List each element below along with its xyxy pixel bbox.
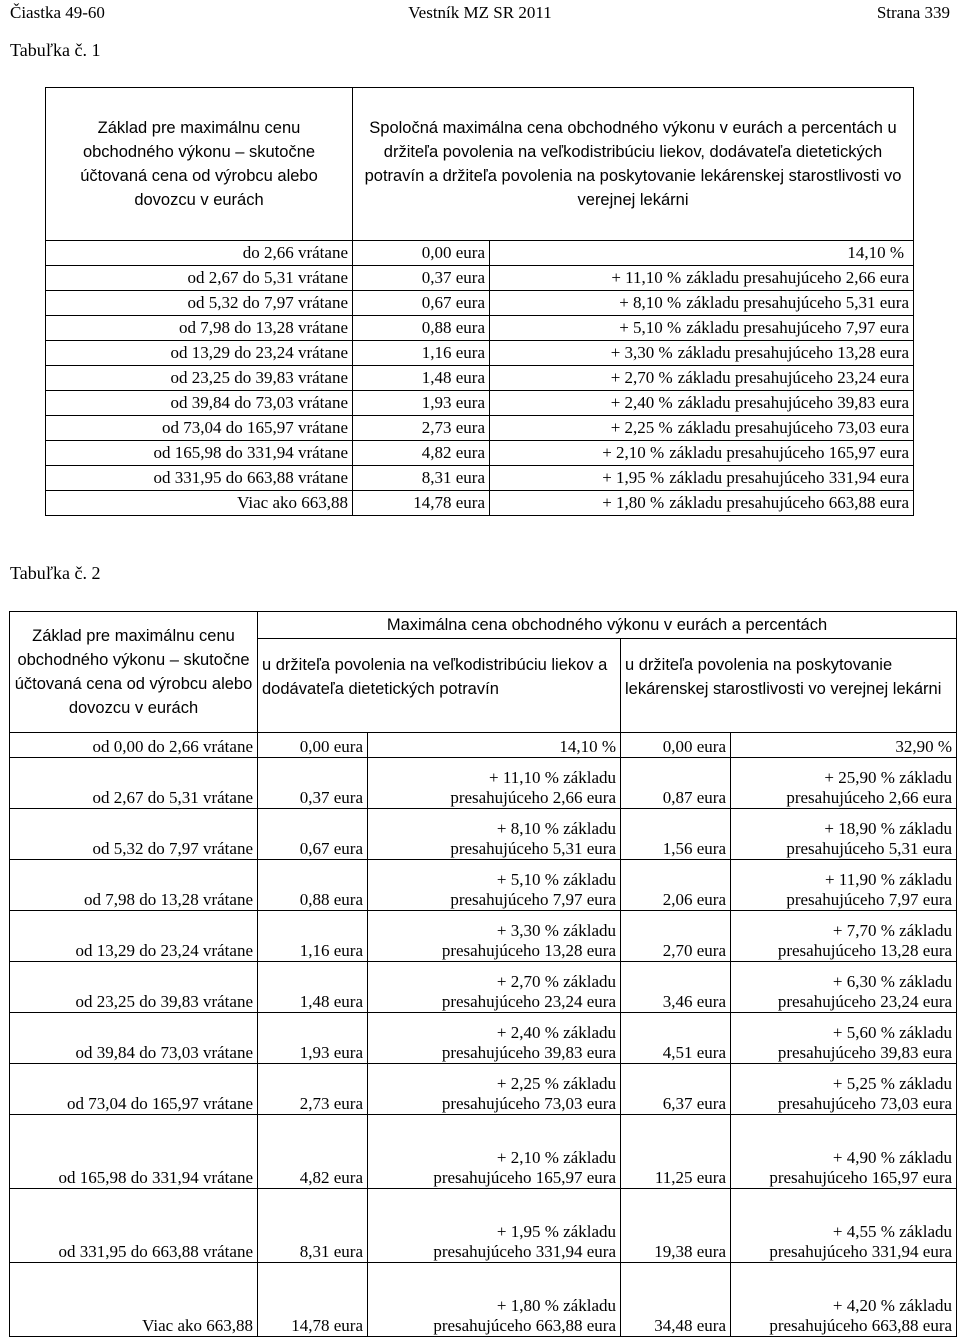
pharmacy-percentage-value: + 11,90 % základu: [825, 870, 953, 890]
range-cell: od 23,25 do 39,83 vrátane: [10, 962, 258, 1013]
table-row: [46, 266, 914, 291]
wholesale-percentage-base: presahujúceho 73,03 eura: [441, 1094, 616, 1114]
range-cell: od 0,00 do 2,66 vrátane: [10, 733, 258, 758]
range-cell: od 23,25 do 39,83 vrátane: [46, 366, 353, 391]
pharmacy-percentage-value: + 25,90 % základu: [824, 768, 953, 788]
wholesale-percentage-value: + 3,30 % základu: [496, 921, 616, 941]
table-header-row: [10, 612, 957, 639]
wholesale-percentage-base: presahujúceho 13,28 eura: [441, 941, 616, 961]
pharmacy-percentage-value: + 5,60 % základu: [832, 1023, 953, 1043]
percentage-base: základu presahujúceho 7,97 eura: [686, 318, 910, 338]
wholesale-percentage-value: + 1,80 % základu: [496, 1296, 616, 1316]
table-row: [10, 860, 957, 911]
pharmacy-percentage-cell: [731, 962, 957, 1013]
pharmacy-percentage-base: presahujúceho 7,97 eura: [786, 890, 953, 910]
table-row: [10, 1189, 957, 1263]
wholesale-percentage-base: presahujúceho 2,66 eura: [450, 788, 616, 808]
wholesale-percentage-value: + 5,10 % základu: [496, 870, 616, 890]
pharmacy-amount-cell: 4,51 eura: [621, 1013, 731, 1064]
wholesale-percentage-value: + 2,10 % základu: [496, 1148, 616, 1168]
pharmacy-percentage-cell: [731, 1064, 957, 1115]
range-cell: od 331,95 do 663,88 vrátane: [46, 466, 353, 491]
range-cell: od 39,84 do 73,03 vrátane: [10, 1013, 258, 1064]
table-row: [46, 341, 914, 366]
wholesale-percentage-value: 14,10 %: [559, 737, 616, 757]
table-row: [46, 416, 914, 441]
percentage-base: základu presahujúceho 331,94 eura: [669, 468, 910, 488]
pharmacy-percentage-cell: [731, 911, 957, 962]
wholesale-percentage-base: presahujúceho 663,88 eura: [433, 1316, 616, 1336]
pharmacy-percentage-value: 32,90 %: [895, 737, 953, 757]
percentage-base: základu presahujúceho 663,88 eura: [669, 493, 910, 513]
pharmacy-percentage-value: + 5,25 % základu: [832, 1074, 953, 1094]
wholesale-amount-cell: 8,31 eura: [258, 1189, 368, 1263]
table1-caption: Tabuľka č. 1: [10, 40, 101, 60]
wholesale-percentage-cell: [368, 1189, 621, 1263]
pharmacy-percentage-base: presahujúceho 5,31 eura: [786, 839, 953, 859]
percentage-cell: [490, 266, 914, 291]
table-row: [46, 441, 914, 466]
range-cell: od 39,84 do 73,03 vrátane: [46, 391, 353, 416]
wholesale-amount-cell: 1,48 eura: [258, 962, 368, 1013]
table-row: [10, 809, 957, 860]
amount-cell: 0,37 eura: [353, 266, 490, 291]
pharmacy-percentage-cell: [731, 1189, 957, 1263]
pharmacy-percentage-base: presahujúceho 663,88 eura: [769, 1316, 953, 1336]
pharmacy-percentage-base: presahujúceho 13,28 eura: [777, 941, 953, 961]
percentage-base: základu presahujúceho 165,97 eura: [669, 443, 910, 463]
pharmacy-percentage-base: presahujúceho 39,83 eura: [777, 1043, 953, 1063]
pharmacy-percentage-cell: [731, 733, 957, 758]
wholesale-percentage-value: + 8,10 % základu: [496, 819, 616, 839]
pharmacy-percentage-cell: [731, 809, 957, 860]
wholesale-percentage-cell: [368, 1115, 621, 1189]
percentage-cell: [490, 316, 914, 341]
header-wholesale: u držiteľa povolenia na veľkodistribúciu liekov a dodávateľa dietetických potravín: [258, 639, 621, 733]
wholesale-amount-cell: 4,82 eura: [258, 1115, 368, 1189]
pharmacy-amount-cell: 19,38 eura: [621, 1189, 731, 1263]
wholesale-percentage-cell: [368, 809, 621, 860]
table-row: [46, 316, 914, 341]
table-2: [9, 611, 957, 1337]
wholesale-amount-cell: 0,88 eura: [258, 860, 368, 911]
amount-cell: 4,82 eura: [353, 441, 490, 466]
pharmacy-percentage-value: + 7,70 % základu: [832, 921, 953, 941]
wholesale-percentage-cell: [368, 1013, 621, 1064]
table-row: [46, 291, 914, 316]
percentage-cell: [490, 341, 914, 366]
range-cell: Viac ako 663,88: [46, 491, 353, 516]
wholesale-percentage-cell: [368, 962, 621, 1013]
pharmacy-amount-cell: 0,00 eura: [621, 733, 731, 758]
pharmacy-percentage-base: presahujúceho 2,66 eura: [786, 788, 953, 808]
percentage-cell: [490, 466, 914, 491]
pharmacy-amount-cell: 34,48 eura: [621, 1263, 731, 1337]
percentage-value: + 5,10 %: [619, 318, 682, 338]
pharmacy-percentage-value: + 6,30 % základu: [832, 972, 953, 992]
percentage-cell: [490, 441, 914, 466]
table-row: [10, 733, 957, 758]
table-row: [10, 911, 957, 962]
range-cell: od 165,98 do 331,94 vrátane: [46, 441, 353, 466]
range-cell: od 7,98 do 13,28 vrátane: [10, 860, 258, 911]
range-cell: od 165,98 do 331,94 vrátane: [10, 1115, 258, 1189]
percentage-value: + 1,80 %: [602, 493, 665, 513]
wholesale-percentage-base: presahujúceho 23,24 eura: [441, 992, 616, 1012]
percentage-cell: [490, 291, 914, 316]
range-cell: od 7,98 do 13,28 vrátane: [46, 316, 353, 341]
amount-cell: 0,88 eura: [353, 316, 490, 341]
pharmacy-amount-cell: 0,87 eura: [621, 758, 731, 809]
percentage-base: základu presahujúceho 39,83 eura: [677, 393, 910, 413]
table-row: [10, 1013, 957, 1064]
pharmacy-percentage-base: presahujúceho 165,97 eura: [769, 1168, 953, 1188]
amount-cell: 2,73 eura: [353, 416, 490, 441]
pharmacy-amount-cell: 2,70 eura: [621, 911, 731, 962]
header-common-max-price: Spoločná maximálna cena obchodného výkonu v eurách a percentách u držiteľa povolenia na veľkodistribúciu liekov, dodávateľa dietetických potravín a držiteľa povolenia na poskytovanie lekárenskej starostlivosti vo verejnej lekárni: [353, 88, 914, 241]
wholesale-percentage-value: + 2,25 % základu: [496, 1074, 616, 1094]
table-header-row: [46, 88, 914, 241]
percentage-value: + 1,95 %: [602, 468, 665, 488]
wholesale-amount-cell: 1,93 eura: [258, 1013, 368, 1064]
pharmacy-percentage-cell: [731, 860, 957, 911]
range-cell: od 5,32 do 7,97 vrátane: [10, 809, 258, 860]
percentage-cell: [490, 416, 914, 441]
range-cell: od 13,29 do 23,24 vrátane: [10, 911, 258, 962]
wholesale-percentage-base: presahujúceho 5,31 eura: [450, 839, 616, 859]
header-base-price: Základ pre maximálnu cenu obchodného výkonu – skutočne účtovaná cena od výrobcu alebo dovozcu v eurách: [10, 612, 258, 733]
wholesale-percentage-value: + 2,40 % základu: [496, 1023, 616, 1043]
pharmacy-percentage-cell: [731, 1115, 957, 1189]
amount-cell: 1,16 eura: [353, 341, 490, 366]
table-row: [46, 241, 914, 266]
pharmacy-percentage-base: presahujúceho 331,94 eura: [769, 1242, 953, 1262]
wholesale-percentage-cell: [368, 911, 621, 962]
amount-cell: 14,78 eura: [353, 491, 490, 516]
percentage-value: + 2,10 %: [602, 443, 665, 463]
wholesale-amount-cell: 1,16 eura: [258, 911, 368, 962]
pharmacy-percentage-value: + 4,20 % základu: [832, 1296, 953, 1316]
pharmacy-percentage-cell: [731, 758, 957, 809]
journal-title: Vestník MZ SR 2011: [408, 3, 552, 22]
issue-number: Čiastka 49-60: [10, 3, 105, 22]
percentage-value: + 11,10 %: [611, 268, 682, 288]
wholesale-amount-cell: 0,00 eura: [258, 733, 368, 758]
table-row: [10, 758, 957, 809]
wholesale-percentage-cell: [368, 860, 621, 911]
percentage-base: základu presahujúceho 23,24 eura: [677, 368, 910, 388]
percentage-value: + 2,25 %: [610, 418, 673, 438]
range-cell: od 331,95 do 663,88 vrátane: [10, 1189, 258, 1263]
table-row: [46, 466, 914, 491]
pharmacy-percentage-value: + 4,55 % základu: [832, 1222, 953, 1242]
table-row: [46, 366, 914, 391]
wholesale-amount-cell: 0,37 eura: [258, 758, 368, 809]
range-cell: od 13,29 do 23,24 vrátane: [46, 341, 353, 366]
range-cell: od 2,67 do 5,31 vrátane: [46, 266, 353, 291]
wholesale-percentage-cell: [368, 733, 621, 758]
table-row: [10, 1115, 957, 1189]
wholesale-percentage-cell: [368, 758, 621, 809]
percentage-value: + 2,70 %: [610, 368, 673, 388]
wholesale-percentage-base: presahujúceho 331,94 eura: [433, 1242, 616, 1262]
pharmacy-amount-cell: 1,56 eura: [621, 809, 731, 860]
percentage-base: základu presahujúceho 2,66 eura: [686, 268, 910, 288]
table-row: [10, 1263, 957, 1337]
wholesale-percentage-base: presahujúceho 165,97 eura: [433, 1168, 616, 1188]
pharmacy-percentage-value: + 18,90 % základu: [824, 819, 953, 839]
amount-cell: 0,67 eura: [353, 291, 490, 316]
pharmacy-percentage-cell: [731, 1263, 957, 1337]
page-number: Strana 339: [876, 3, 950, 22]
header-max-price-group: Maximálna cena obchodného výkonu v eurách a percentách: [258, 612, 957, 639]
pharmacy-percentage-cell: [731, 1013, 957, 1064]
percentage-base: základu presahujúceho 73,03 eura: [677, 418, 910, 438]
table-row: [46, 391, 914, 416]
wholesale-amount-cell: 0,67 eura: [258, 809, 368, 860]
range-cell: od 5,32 do 7,97 vrátane: [46, 291, 353, 316]
pharmacy-percentage-value: + 4,90 % základu: [832, 1148, 953, 1168]
range-cell: Viac ako 663,88: [10, 1263, 258, 1337]
pharmacy-amount-cell: 11,25 eura: [621, 1115, 731, 1189]
percentage-cell: [490, 491, 914, 516]
wholesale-percentage-value: + 1,95 % základu: [496, 1222, 616, 1242]
percentage-value: + 8,10 %: [619, 293, 682, 313]
table-row: [46, 491, 914, 516]
range-cell: od 2,67 do 5,31 vrátane: [10, 758, 258, 809]
table-row: [10, 1064, 957, 1115]
percentage-cell: [490, 391, 914, 416]
wholesale-percentage-cell: [368, 1263, 621, 1337]
table2-caption: Tabuľka č. 2: [10, 563, 101, 583]
wholesale-percentage-base: presahujúceho 7,97 eura: [450, 890, 616, 910]
table-row: [10, 962, 957, 1013]
amount-cell: 1,93 eura: [353, 391, 490, 416]
wholesale-amount-cell: 2,73 eura: [258, 1064, 368, 1115]
percentage-base: základu presahujúceho 5,31 eura: [686, 293, 910, 313]
percentage-base: základu presahujúceho 13,28 eura: [677, 343, 910, 363]
percentage-value: 14,10 %: [847, 243, 905, 263]
wholesale-amount-cell: 14,78 eura: [258, 1263, 368, 1337]
range-cell: od 73,04 do 165,97 vrátane: [46, 416, 353, 441]
wholesale-percentage-value: + 2,70 % základu: [496, 972, 616, 992]
page-header: [10, 3, 950, 25]
pharmacy-amount-cell: 6,37 eura: [621, 1064, 731, 1115]
percentage-cell: [490, 241, 914, 266]
table-1: [45, 87, 914, 516]
amount-cell: 0,00 eura: [353, 241, 490, 266]
percentage-cell: [490, 366, 914, 391]
header-pharmacy: u držiteľa povolenia na poskytovanie lekárenskej starostlivosti vo verejnej lekárni: [621, 639, 957, 733]
wholesale-percentage-cell: [368, 1064, 621, 1115]
percentage-value: + 2,40 %: [610, 393, 673, 413]
percentage-value: + 3,30 %: [610, 343, 673, 363]
amount-cell: 1,48 eura: [353, 366, 490, 391]
pharmacy-percentage-base: presahujúceho 73,03 eura: [777, 1094, 953, 1114]
pharmacy-percentage-base: presahujúceho 23,24 eura: [777, 992, 953, 1012]
wholesale-percentage-value: + 11,10 % základu: [489, 768, 616, 788]
pharmacy-amount-cell: 2,06 eura: [621, 860, 731, 911]
range-cell: do 2,66 vrátane: [46, 241, 353, 266]
pharmacy-amount-cell: 3,46 eura: [621, 962, 731, 1013]
header-base-price: Základ pre maximálnu cenu obchodného výkonu – skutočne účtovaná cena od výrobcu alebo dovozcu v eurách: [46, 88, 353, 241]
wholesale-percentage-base: presahujúceho 39,83 eura: [441, 1043, 616, 1063]
amount-cell: 8,31 eura: [353, 466, 490, 491]
range-cell: od 73,04 do 165,97 vrátane: [10, 1064, 258, 1115]
